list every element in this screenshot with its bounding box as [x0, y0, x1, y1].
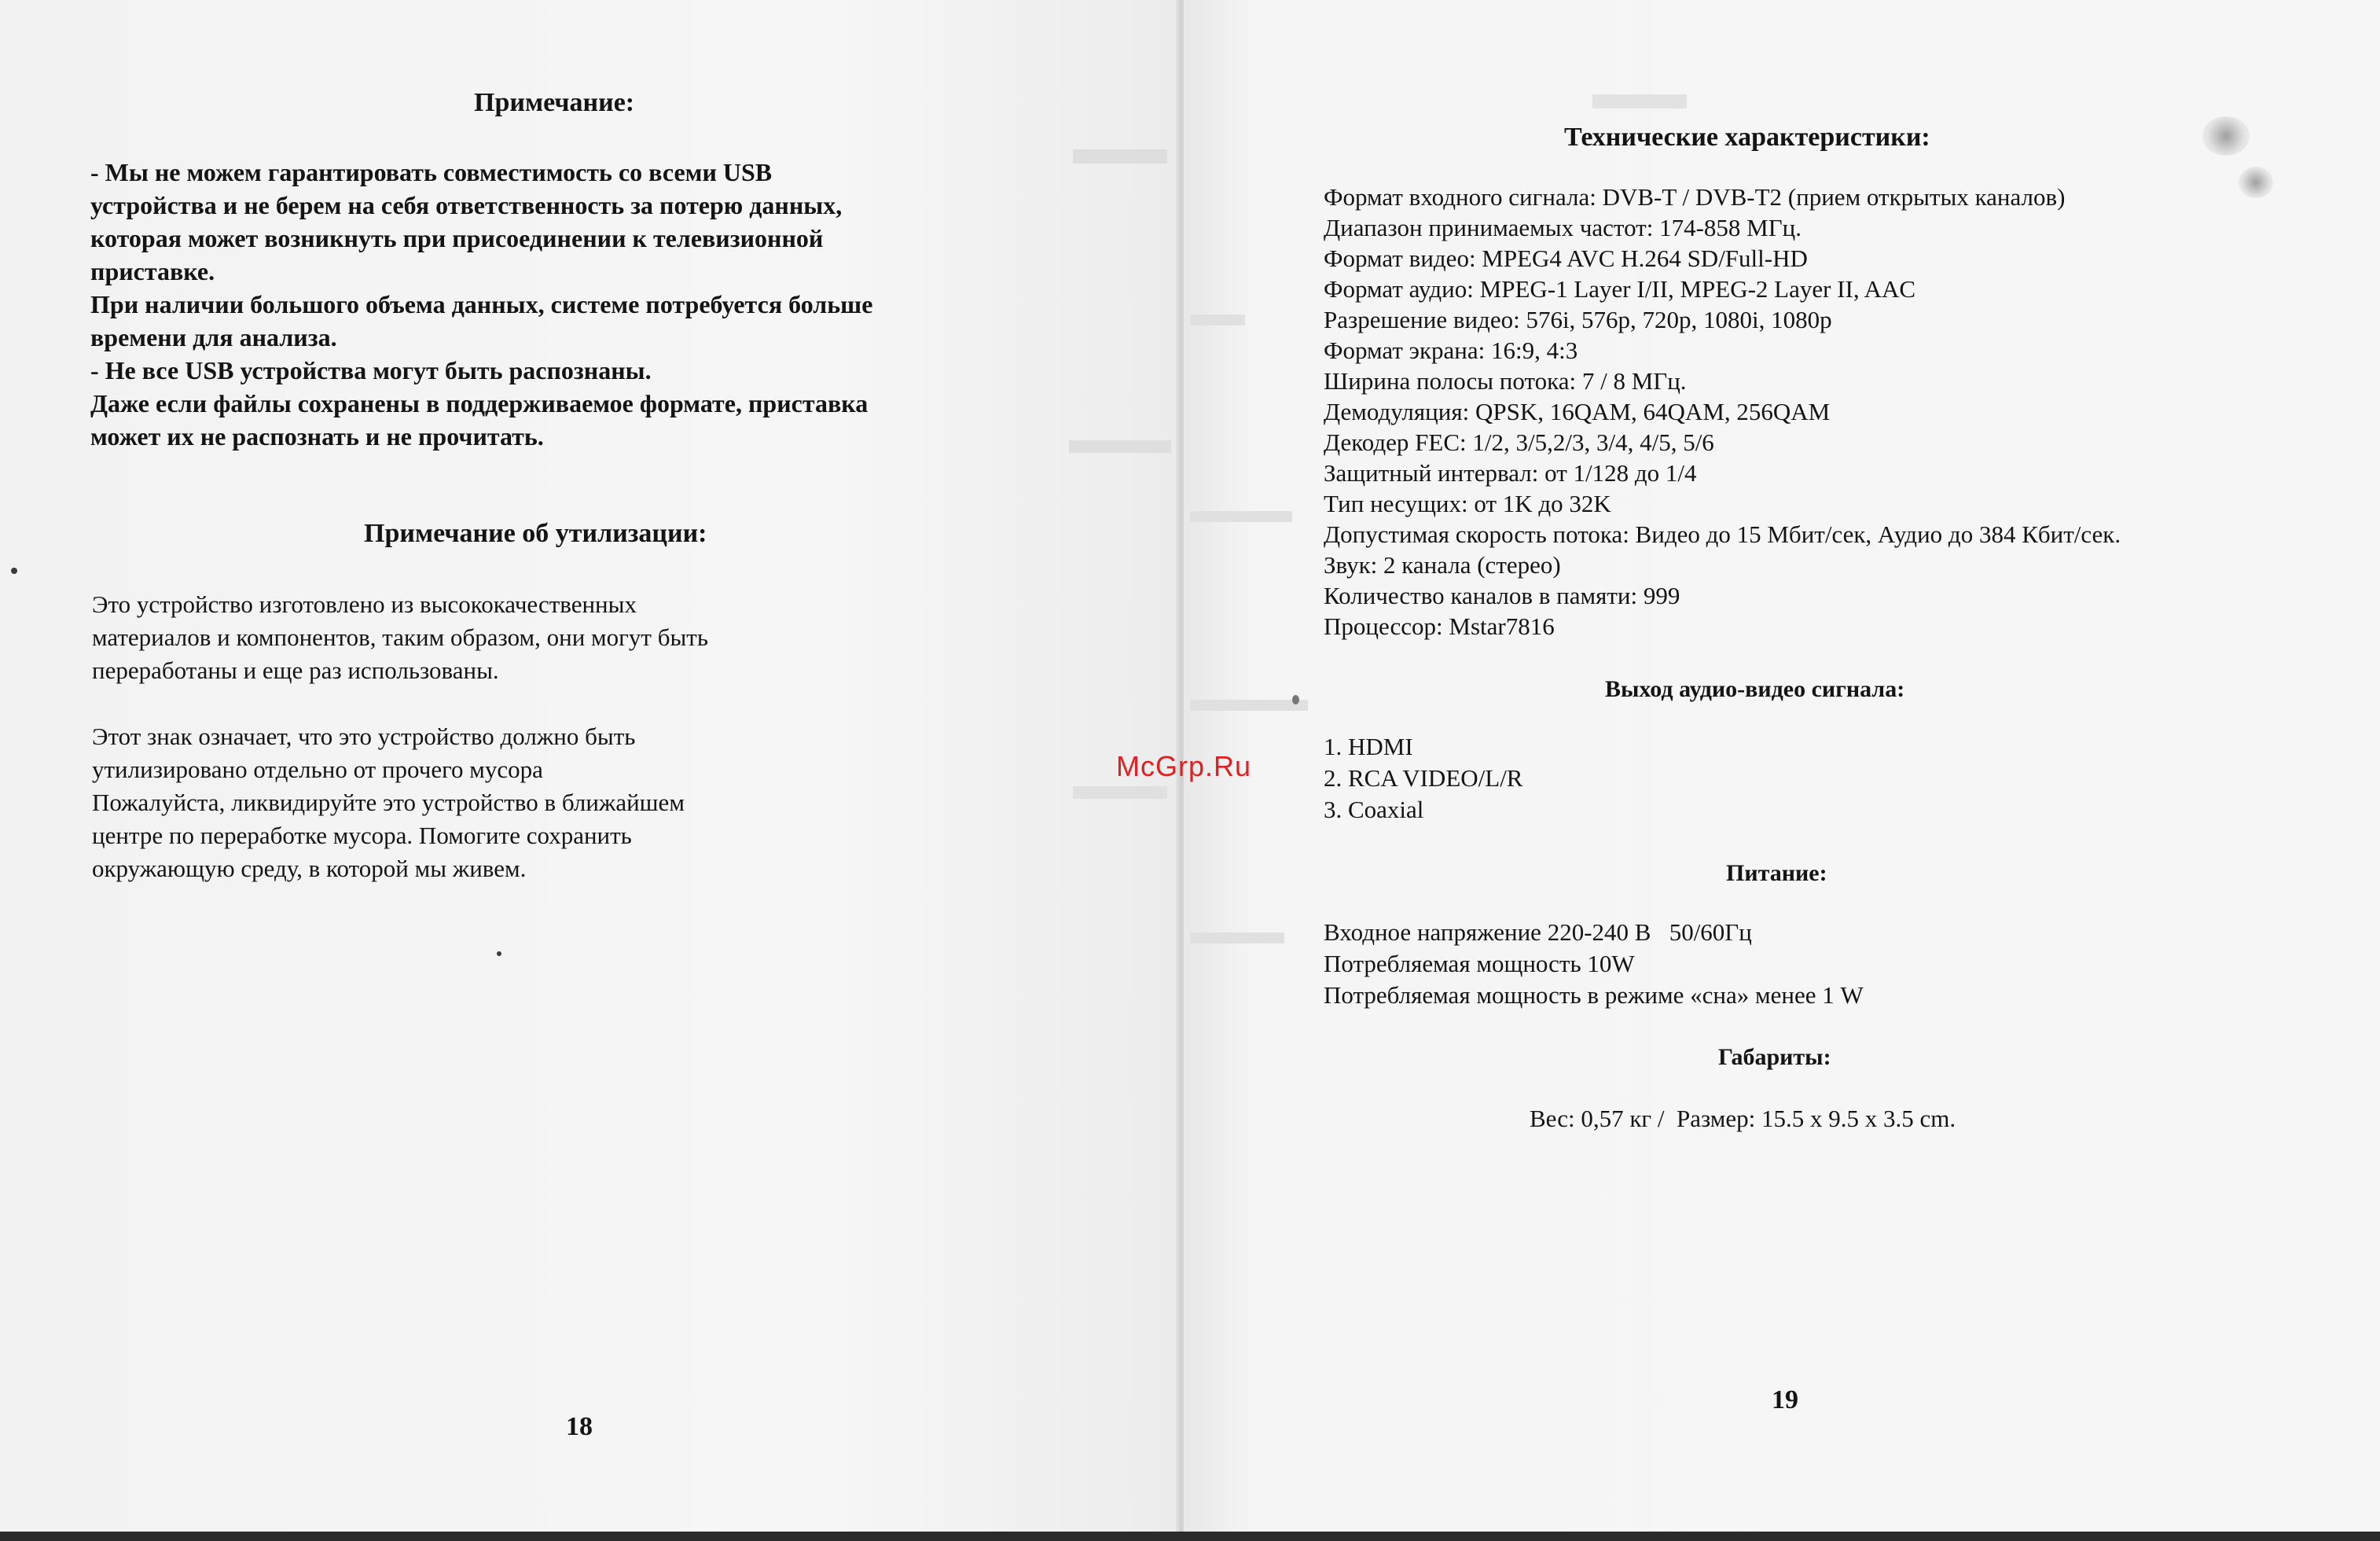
disposal-heading: Примечание об утилизации:	[364, 519, 707, 548]
note-line: которая может возникнуть при присоединении к телевизионной	[90, 224, 824, 252]
note-line: - Мы не можем гарантировать совместимость со всеми USB	[90, 158, 773, 186]
disposal-line: Этот знак означает, что это устройство должно быть	[92, 723, 636, 750]
right-page	[1184, 0, 2380, 1541]
power-list	[1324, 917, 1864, 1011]
note-line: - Не все USB устройства могут быть распознаны.	[90, 356, 652, 384]
disposal-line: материалов и компонентов, таким образом, они могут быть	[92, 623, 708, 651]
note-line: устройства и не берем на себя ответственность за потерю данных,	[90, 191, 843, 219]
note-line: Даже если файлы сохранены в поддерживаемое формате, приставка	[90, 389, 869, 417]
av-output-item: 1. HDMI	[1324, 733, 1413, 760]
spec-line: Декодер FEC: 1/2, 3/5,2/3, 3/4, 4/5, 5/6	[1324, 428, 1714, 456]
disposal-line: центре по переработке мусора. Помогите сохранить	[92, 822, 632, 849]
disposal-line: Пожалуйста, ликвидируйте это устройство в ближайшем	[92, 789, 685, 816]
spec-line: Допустимая скорость потока: Видео до 15 Мбит/сек, Аудио до 384 Кбит/сек.	[1324, 520, 2121, 548]
spec-line: Разрешение видео: 576i, 576p, 720p, 1080i, 1080p	[1324, 306, 1832, 333]
av-output-heading: Выход аудио-видео сигнала:	[1605, 676, 1905, 702]
spec-line: Звук: 2 канала (стерео)	[1324, 551, 1561, 579]
scan-bottom-edge	[0, 1532, 2380, 1541]
note-heading: Примечание:	[474, 88, 635, 117]
page-number-right: 19	[1772, 1385, 1798, 1414]
spec-line: Количество каналов в памяти: 999	[1324, 582, 1680, 609]
watermark: McGrp.Ru	[1116, 750, 1252, 782]
spec-line: Демодуляция: QPSK, 16QAM, 64QAM, 256QAM	[1324, 398, 1831, 425]
power-heading: Питание:	[1726, 860, 1827, 886]
disposal-paragraph-2	[92, 720, 685, 885]
specs-list	[1324, 182, 2121, 642]
note-line: времени для анализа.	[90, 323, 337, 351]
dimensions-heading: Габариты:	[1718, 1044, 1831, 1070]
av-output-list	[1324, 731, 1522, 826]
scan-smudge	[2202, 116, 2250, 156]
left-page	[0, 0, 1179, 1541]
scan-speck	[11, 568, 17, 574]
av-output-item: 3. Coaxial	[1324, 796, 1424, 823]
note-text	[90, 156, 872, 453]
spec-line: Диапазон принимаемых частот: 174-858 МГц.	[1324, 214, 1802, 241]
page-number-left: 18	[566, 1412, 593, 1441]
bleed-through-text	[1069, 440, 1171, 453]
spec-line: Защитный интервал: от 1/128 до 1/4	[1324, 459, 1697, 487]
power-line: Потребляемая мощность 10W	[1324, 950, 1635, 977]
spec-line: Формат аудио: MPEG-1 Layer I/II, MPEG-2 Layer II, AAC	[1324, 275, 1916, 303]
spec-line: Процессор: Mstar7816	[1324, 612, 1555, 640]
bleed-through-text	[1592, 94, 1687, 108]
disposal-line: Это устройство изготовлено из высококачественных	[92, 590, 637, 618]
note-line: приставке.	[90, 257, 215, 285]
disposal-line: окружающую среду, в которой мы живем.	[92, 855, 527, 882]
bleed-through-text	[1073, 786, 1167, 799]
bleed-through-text	[1190, 511, 1292, 522]
bleed-through-text	[1190, 700, 1308, 711]
spec-line: Ширина полосы потока: 7 / 8 МГц.	[1324, 367, 1687, 395]
bleed-through-text	[1073, 149, 1167, 164]
bleed-through-text	[1190, 314, 1245, 325]
note-line: При наличии большого объема данных, системе потребуется больше	[90, 290, 873, 318]
disposal-line: утилизировано отдельно от прочего мусора	[92, 756, 543, 783]
dimensions-line: Вес: 0,57 кг / Размер: 15.5 x 9.5 x 3.5 cm.	[1530, 1105, 1956, 1132]
spec-line: Формат видео: MPEG4 AVC H.264 SD/Full-HD	[1324, 245, 1808, 272]
scan-smudge	[2239, 167, 2273, 198]
spec-line: Формат экрана: 16:9, 4:3	[1324, 337, 1578, 364]
power-line: Входное напряжение 220-240 В 50/60Гц	[1324, 918, 1752, 946]
power-line: Потребляемая мощность в режиме «сна» менее 1 W	[1324, 981, 1864, 1009]
spec-line: Тип несущих: от 1K до 32K	[1324, 490, 1611, 517]
spec-line: Формат входного сигнала: DVB-T / DVB-T2 (прием открытых каналов)	[1324, 183, 2066, 211]
note-line: может их не распознать и не прочитать.	[90, 422, 544, 451]
bleed-through-text	[1190, 932, 1284, 943]
disposal-line: переработаны и еще раз использованы.	[92, 656, 499, 684]
av-output-item: 2. RCA VIDEO/L/R	[1324, 764, 1523, 792]
scan-speck	[1292, 695, 1299, 704]
specs-heading: Технические характеристики:	[1564, 123, 1930, 152]
disposal-paragraph-1	[92, 588, 708, 687]
scan-speck	[497, 951, 501, 956]
bleed-through-text	[369, 79, 376, 110]
